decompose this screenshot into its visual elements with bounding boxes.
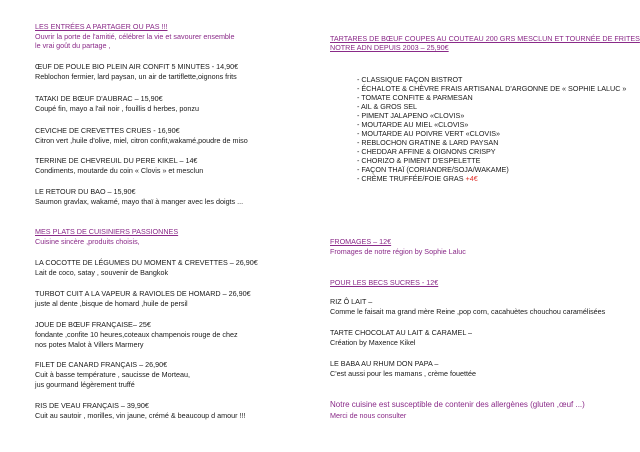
tartare-item: - ÉCHALOTE & CHÈVRE FRAIS ARTISANAL D'ARGONNE DE « SOPHIE LALUC » (357, 84, 627, 93)
allergen-subnote: Merci de nous consulter (330, 411, 407, 420)
plats-title: MES PLATS DE CUISINIERS PASSIONNES (35, 227, 179, 236)
tartare-item: - CHORIZO & PIMENT D'ESPELETTE (357, 156, 481, 165)
plat-name: FILET DE CANARD FRANÇAIS – 26,90€ (35, 360, 168, 369)
entrees-subtitle: Ouvrir la porte de l'amitié, célébrer la vie et savourer ensemble (35, 32, 235, 41)
entree-desc: Saumon gravlax, wakamé, mayo thaï à manger avec les doigts ... (35, 197, 244, 206)
dessert-desc: C'est aussi pour les mamans , crème fouettée (330, 369, 476, 378)
supplement-price: +4€ (465, 174, 478, 183)
tartares-subtitle: NOTRE ADN DEPUIS 2003 – 25,90€ (330, 43, 449, 52)
dessert-desc: Comme le faisait ma grand mère Reine ,pop corn, cacahuètes chouchou caramélisées (330, 307, 606, 316)
tartare-item: - FAÇON THAÏ (CORIANDRE/SOJA/WAKAME) (357, 165, 509, 174)
entree-name: TATAKI DE BŒUF D'AUBRAC – 15,90€ (35, 94, 163, 103)
entree-desc: Citron vert ,huile d'olive, miel, citron confit,wakamé,poudre de miso (35, 136, 248, 145)
plat-desc: jus gourmand légèrement truffé (35, 380, 135, 389)
entree-name: TERRINE DE CHEVREUIL DU PERE KIKEL – 14€ (35, 156, 198, 165)
plats-subtitle: Cuisine sincère ,produits choisis, (35, 237, 140, 246)
entree-name: CEVICHE DE CREVETTES CRUES - 16,90€ (35, 126, 180, 135)
fromages-desc: Fromages de notre région by Sophie Laluc (330, 247, 466, 256)
fromages-title: FROMAGES – 12€ (330, 237, 392, 246)
entrees-subtitle-2: le vrai goût du partage , (35, 41, 111, 50)
plat-name: LA COCOTTE DE LÉGUMES DU MOMENT & CREVETTES – 26,90€ (35, 258, 258, 267)
dessert-name: TARTE CHOCOLAT AU LAIT & CARAMEL – (330, 328, 473, 337)
sucres-title: POUR LES BECS SUCRES - 12€ (330, 278, 439, 287)
entree-desc: Reblochon fermier, lard paysan, un air de tartiflette,oignons frits (35, 72, 237, 81)
plat-desc: Cuit à basse température , saucisse de Morteau, (35, 370, 191, 379)
plat-name: JOUE DE BŒUF FRANÇAISE– 25€ (35, 320, 151, 329)
tartare-item-last (357, 174, 478, 183)
tartare-item: - REBLOCHON GRATINE & LARD PAYSAN (357, 138, 499, 147)
tartare-item: - MOUTARDE AU POIVRE VERT «CLOVIS» (357, 129, 500, 138)
dessert-name: RIZ Ô LAIT – (330, 297, 373, 306)
plat-desc: Lait de coco, satay , souvenir de Bangkok (35, 268, 169, 277)
entree-desc: Coupé fin, mayo a l'ail noir , fouillis d herbes, ponzu (35, 104, 199, 113)
dessert-desc: Création by Maxence Kikel (330, 338, 416, 347)
plat-name: TURBOT CUIT A LA VAPEUR & RAVIOLES DE HOMARD – 26,90€ (35, 289, 251, 298)
entree-desc: Condiments, moutarde du coin « Clovis » et mesclun (35, 166, 204, 175)
dessert-name: LE BABA AU RHUM DON PAPA – (330, 359, 439, 368)
tartares-title: TARTARES DE BŒUF COUPES AU COUTEAU 200 GRS MESCLUN ET TOURNÉE DE FRITES (330, 34, 640, 43)
plat-desc: Cuit au sautoir , morilles, vin jaune, crémé & beaucoup d amour !!! (35, 411, 246, 420)
tartare-item: - CLASSIQUE FAÇON BISTROT (357, 75, 463, 84)
tartare-item: - MOUTARDE AU MIEL «CLOVIS» (357, 120, 469, 129)
tartare-item: - PIMENT JALAPENO «CLOVIS» (357, 111, 465, 120)
tartare-item-label: - CRÈME TRUFFÉE/FOIE GRAS (357, 174, 464, 183)
tartare-item: - TOMATE CONFITE & PARMESAN (357, 93, 473, 102)
tartare-item: - AIL & GROS SEL (357, 102, 418, 111)
plat-desc: nos potes Malot à Villers Marmery (35, 340, 144, 349)
plat-name: RIS DE VEAU FRANÇAIS – 39,90€ (35, 401, 149, 410)
entrees-title: LES ENTRÉES A PARTAGER OU PAS !!! (35, 22, 168, 31)
allergen-note: Notre cuisine est susceptible de contenir des allergènes (gluten ,œuf ...) (330, 400, 585, 409)
tartare-item: - CHEDDAR AFFINE & OIGNONS CRISPY (357, 147, 496, 156)
entree-name: LE RETOUR DU BAO – 15,90€ (35, 187, 136, 196)
plat-desc: fondante ,confite 10 heures,coteaux champenois rouge de chez (35, 330, 238, 339)
entree-name: ŒUF DE POULE BIO PLEIN AIR CONFIT 5 MINUTES - 14,90€ (35, 62, 239, 71)
plat-desc: juste al dente ,bisque de homard ,huile de persil (35, 299, 188, 308)
